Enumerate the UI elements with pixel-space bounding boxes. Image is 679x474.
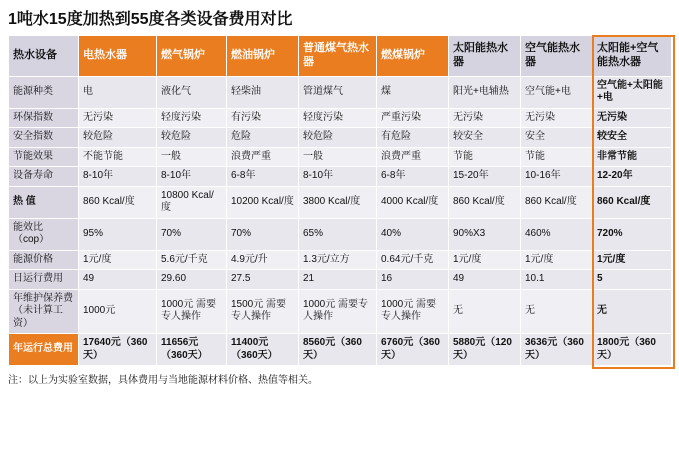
cell-highlight: 空气能+太阳能+电 <box>593 76 672 108</box>
cell: 6760元（360天） <box>377 334 449 366</box>
cell: 1000元 需要专人操作 <box>157 289 227 334</box>
cell: 节能 <box>449 147 521 167</box>
cell: 11656元（360天） <box>157 334 227 366</box>
cell: 浪费严重 <box>377 147 449 167</box>
cell: 液化气 <box>157 76 227 108</box>
row-label: 日运行费用 <box>9 270 79 290</box>
cell: 8560元（360天） <box>299 334 377 366</box>
cell: 10-16年 <box>521 167 593 187</box>
cell: 6-8年 <box>377 167 449 187</box>
cell: 无污染 <box>521 108 593 128</box>
cell: 8-10年 <box>299 167 377 187</box>
cell: 10200 Kcal/度 <box>227 186 299 218</box>
cell: 轻柴油 <box>227 76 299 108</box>
cell-highlight: 较安全 <box>593 128 672 148</box>
cell: 管道煤气 <box>299 76 377 108</box>
cell: 无 <box>449 289 521 334</box>
cell: 8-10年 <box>79 167 157 187</box>
cell: 空气能+电 <box>521 76 593 108</box>
cell: 无 <box>521 289 593 334</box>
cell-highlight: 1元/度 <box>593 250 672 270</box>
cell: 29.60 <box>157 270 227 290</box>
header-cell-solar-air: 太阳能+空气能热水器 <box>593 36 672 77</box>
cell: 11400元（360天） <box>227 334 299 366</box>
header-cell-device: 热水设备 <box>9 36 79 77</box>
cell-highlight: 无污染 <box>593 108 672 128</box>
table-row <box>9 250 672 270</box>
cell: 安全 <box>521 128 593 148</box>
cell: 5.6元/千克 <box>157 250 227 270</box>
cell: 21 <box>299 270 377 290</box>
cell: 浪费严重 <box>227 147 299 167</box>
header-cell-gas-boiler: 燃气锅炉 <box>157 36 227 77</box>
row-label: 热 值 <box>9 186 79 218</box>
cell-highlight: 5 <box>593 270 672 290</box>
cell: 95% <box>79 218 157 250</box>
cell: 无污染 <box>449 108 521 128</box>
cell: 8-10年 <box>157 167 227 187</box>
cell: 49 <box>79 270 157 290</box>
cell: 15-20年 <box>449 167 521 187</box>
row-label: 环保指数 <box>9 108 79 128</box>
cell-highlight: 非常节能 <box>593 147 672 167</box>
page-title: 1吨水15度加热到55度各类设备费用对比 <box>8 11 293 28</box>
cell: 40% <box>377 218 449 250</box>
cell: 1000元 需要专人操作 <box>377 289 449 334</box>
cell: 有污染 <box>227 108 299 128</box>
cell-highlight: 12-20年 <box>593 167 672 187</box>
table-row <box>9 76 672 108</box>
cell: 5880元（120天） <box>449 334 521 366</box>
cell: 无污染 <box>79 108 157 128</box>
header-cell-air-source: 空气能热水器 <box>521 36 593 77</box>
row-label: 能源价格 <box>9 250 79 270</box>
cell: 严重污染 <box>377 108 449 128</box>
cell: 较危险 <box>79 128 157 148</box>
table-row <box>9 218 672 250</box>
cell: 3800 Kcal/度 <box>299 186 377 218</box>
cell: 1500元 需要专人操作 <box>227 289 299 334</box>
cell: 节能 <box>521 147 593 167</box>
table-row <box>9 147 672 167</box>
cell: 27.5 <box>227 270 299 290</box>
table-row <box>9 167 672 187</box>
cell: 1元/度 <box>79 250 157 270</box>
cell: 有危险 <box>377 128 449 148</box>
row-label: 年维护保养费（未计算工资） <box>9 289 79 334</box>
row-label: 能效比（cop） <box>9 218 79 250</box>
cell: 70% <box>227 218 299 250</box>
header-cell-coal-boiler: 燃煤锅炉 <box>377 36 449 77</box>
table-row <box>9 128 672 148</box>
comparison-table <box>8 35 672 366</box>
cell: 1000元 需要专人操作 <box>299 289 377 334</box>
cell: 不能节能 <box>79 147 157 167</box>
row-label: 节能效果 <box>9 147 79 167</box>
header-cell-solar: 太阳能热水器 <box>449 36 521 77</box>
cell: 10.1 <box>521 270 593 290</box>
cell: 一般 <box>299 147 377 167</box>
cell: 6-8年 <box>227 167 299 187</box>
cell: 3636元（360天） <box>521 334 593 366</box>
cell: 460% <box>521 218 593 250</box>
cell: 0.64元/千克 <box>377 250 449 270</box>
header-cell-coal-gas: 普通煤气热水器 <box>299 36 377 77</box>
cell: 17640元（360天） <box>79 334 157 366</box>
header-cell-oil-boiler: 燃油锅炉 <box>227 36 299 77</box>
row-label: 设备寿命 <box>9 167 79 187</box>
cell: 4000 Kcal/度 <box>377 186 449 218</box>
cell: 1000元 <box>79 289 157 334</box>
cell: 16 <box>377 270 449 290</box>
header-cell-electric: 电热水器 <box>79 36 157 77</box>
table-row-total <box>9 334 672 366</box>
cell: 一般 <box>157 147 227 167</box>
cell-highlight: 无 <box>593 289 672 334</box>
cell: 65% <box>299 218 377 250</box>
cell: 4.9元/升 <box>227 250 299 270</box>
cell: 90%X3 <box>449 218 521 250</box>
cell: 煤 <box>377 76 449 108</box>
cell: 1元/度 <box>449 250 521 270</box>
table-row <box>9 270 672 290</box>
row-label: 能源种类 <box>9 76 79 108</box>
cell-highlight: 720% <box>593 218 672 250</box>
cell: 较危险 <box>299 128 377 148</box>
cell: 电 <box>79 76 157 108</box>
footnote: 注：以上为实验室数据，具体费用与当地能源材料价格、热值等相关。 <box>8 375 318 386</box>
row-label-total: 年运行总费用 <box>9 334 79 366</box>
table-header-row <box>9 36 672 77</box>
cell: 860 Kcal/度 <box>521 186 593 218</box>
cell: 轻度污染 <box>157 108 227 128</box>
cell: 860 Kcal/度 <box>79 186 157 218</box>
cell: 危险 <box>227 128 299 148</box>
table-row <box>9 289 672 334</box>
cell-highlight: 860 Kcal/度 <box>593 186 672 218</box>
cell: 860 Kcal/度 <box>449 186 521 218</box>
cell: 轻度污染 <box>299 108 377 128</box>
cell: 10800 Kcal/度 <box>157 186 227 218</box>
table-row <box>9 186 672 218</box>
cell: 阳光+电辅热 <box>449 76 521 108</box>
table-row <box>9 108 672 128</box>
cell: 70% <box>157 218 227 250</box>
cell: 1.3元/立方 <box>299 250 377 270</box>
cell: 49 <box>449 270 521 290</box>
cell-highlight: 1800元（360天） <box>593 334 672 366</box>
cell: 较安全 <box>449 128 521 148</box>
row-label: 安全指数 <box>9 128 79 148</box>
cell: 较危险 <box>157 128 227 148</box>
cell: 1元/度 <box>521 250 593 270</box>
